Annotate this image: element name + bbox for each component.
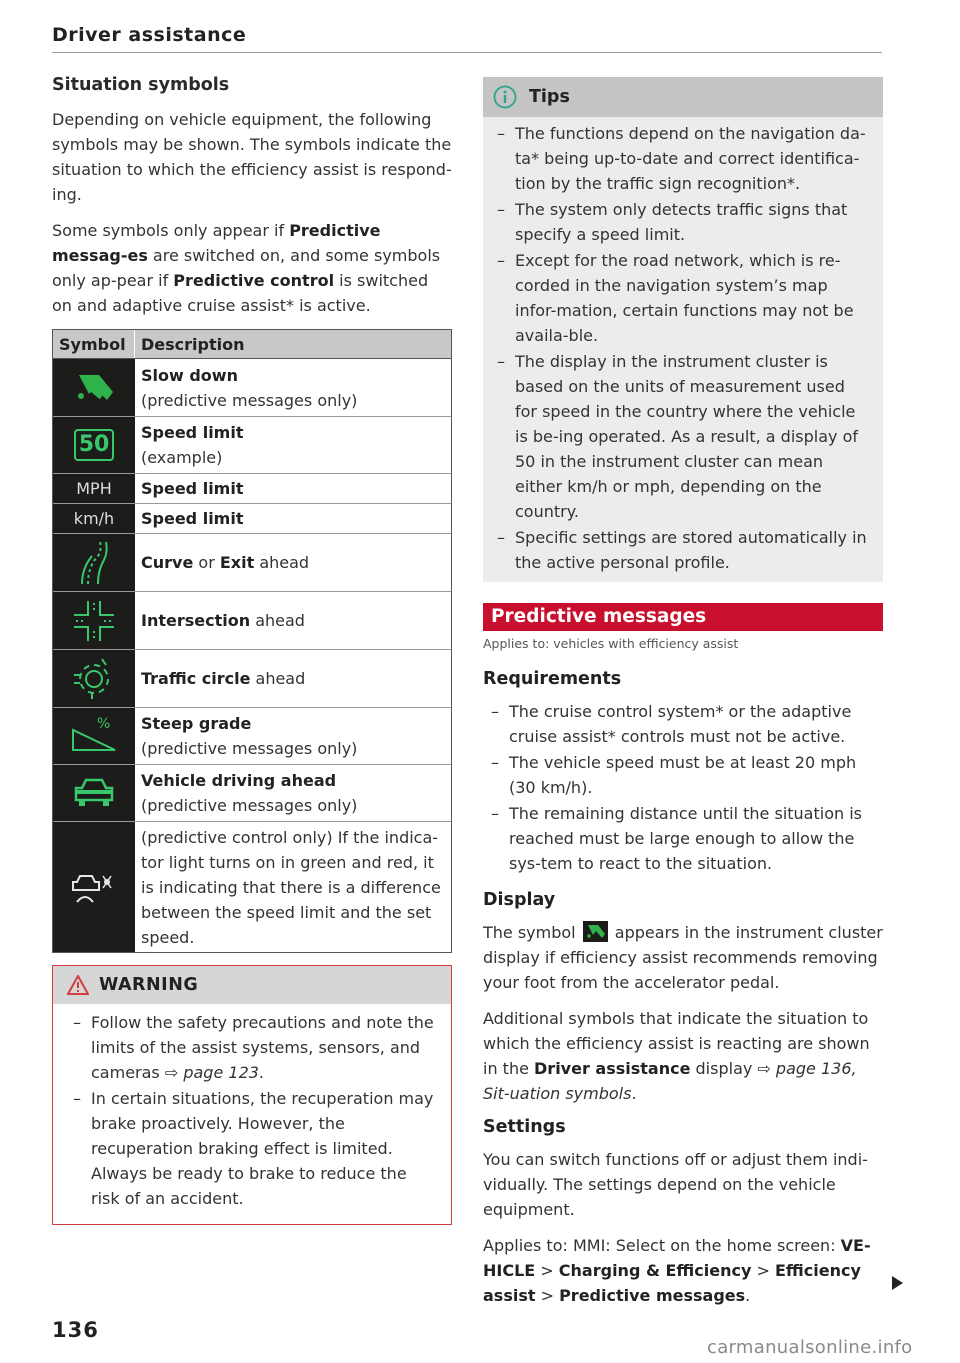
- vehicle-ahead-icon: [53, 765, 135, 821]
- symbol-table: [52, 329, 452, 953]
- row-title: Traffic circle: [141, 669, 251, 688]
- list-item: – The functions depend on the navigation da-ta* being up-to-date and correct identifica-tion by the traffic sign recognition*.: [489, 121, 871, 196]
- row-title: Curve: [141, 553, 194, 572]
- column-header-symbol: Symbol: [53, 330, 135, 358]
- table-row: [53, 474, 451, 504]
- display-paragraph-2: Additional symbols that indicate the situation to which the efficiency assist is reacting are shown in the Driver assistance display ⇨ page 136, Sit-uation symbols.: [483, 1009, 870, 1103]
- list-item: – The vehicle speed must be at least 20 mph (30 km/h).: [483, 750, 883, 800]
- table-row: Traffic circle ahead: [53, 650, 451, 708]
- list-item: – The display in the instrument cluster is based on the units of measurement used for speed in the country where the vehicle is be-ing operated. As a result, a display of 50 in the instrument cluster can mean either km/h or mph, depending on the country.: [489, 349, 871, 524]
- tips-box: [483, 77, 883, 582]
- tips-header: [483, 77, 883, 117]
- table-row: [53, 359, 451, 417]
- table-row: [53, 504, 451, 534]
- warning-list: [65, 1010, 439, 1211]
- row-note: (example): [141, 448, 223, 467]
- row-title: Vehicle driving ahead: [141, 771, 337, 790]
- page-number: 136: [52, 1318, 99, 1342]
- table-row: [53, 822, 451, 952]
- row-title: Speed limit: [141, 423, 244, 442]
- settings-paragraph-2: Applies to: MMI: Select on the home screen: VE-HICLE > Charging & Efficiency > Efficiency assist > Predictive messages.: [483, 1236, 871, 1305]
- list-item: – Specific settings are stored automatically in the active personal profile.: [489, 525, 871, 575]
- row-title: Slow down: [141, 365, 238, 385]
- warning-triangle-icon: [67, 975, 89, 995]
- settings-heading: Settings: [483, 1117, 566, 1137]
- table-row: [53, 708, 451, 765]
- table-row: Curve or Exit ahead: [53, 534, 451, 592]
- tips-list: [489, 121, 871, 575]
- curve-exit-icon: [53, 534, 135, 591]
- table-row: [53, 417, 451, 474]
- warning-title: WARNING: [99, 975, 199, 995]
- symbol-table-header: [53, 330, 451, 359]
- row-title: Speed limit: [141, 479, 244, 498]
- traffic-circle-icon: [53, 650, 135, 707]
- list-item: – In certain situations, the recuperation may brake proactively. However, the recuperation braking effect is limited. Always be ready to brake to reduce the risk of an accident.: [65, 1086, 439, 1211]
- row-note: (predictive messages only): [141, 796, 358, 815]
- row-note: (predictive messages only): [141, 739, 358, 758]
- slow-down-icon: [583, 921, 608, 942]
- applies-to-note: Applies to: vehicles with efficiency assist: [483, 636, 739, 651]
- situation-symbols-heading: Situation symbols: [52, 75, 230, 95]
- warning-box: [52, 965, 452, 1225]
- page-reference-link[interactable]: ⇨ page 123: [164, 1063, 259, 1082]
- settings-paragraph-1: You can switch functions off or adjust them indi-vidually. The settings depend on the vehicle equipment.: [483, 1150, 868, 1219]
- list-item: – Follow the safety precautions and note the limits of the assist systems, sensors, and cameras ⇨ page 123.: [65, 1010, 439, 1085]
- speed-limit-50-icon: 50: [53, 417, 135, 473]
- section-title: Predictive messages: [483, 603, 883, 631]
- row-note: (predictive messages only): [141, 390, 358, 410]
- slow-down-icon: [53, 359, 135, 416]
- requirements-heading: Requirements: [483, 669, 622, 689]
- list-item: – The cruise control system* or the adaptive cruise assist* controls must not be active.: [483, 699, 883, 749]
- intersection-icon: [53, 592, 135, 649]
- page-reference-link[interactable]: ⇨ page 136, Sit-uation symbols: [483, 1059, 857, 1103]
- page-header: Driver assistance: [52, 24, 247, 46]
- row-title: Intersection: [141, 611, 251, 630]
- row-title: Steep grade: [141, 714, 252, 733]
- requirements-list: [483, 699, 883, 876]
- display-heading: Display: [483, 890, 556, 910]
- tips-title: Tips: [529, 87, 570, 107]
- table-row: Intersection ahead: [53, 592, 451, 650]
- mph-icon: MPH: [53, 474, 135, 503]
- intro-paragraph-2: Some symbols only appear if Predictive messag-es are switched on, and some symbols only ap-pear if Predictive control is switched on and adaptive cruise assist* is active.: [52, 221, 441, 315]
- table-row: [53, 765, 451, 822]
- right-column: [483, 77, 883, 1319]
- info-icon: [493, 85, 517, 109]
- warning-header: [53, 966, 451, 1004]
- list-item: – Except for the road network, which is re-corded in the navigation system’s map infor-mation, certain functions may not be availa-ble.: [489, 248, 871, 348]
- kmh-icon: km/h: [53, 504, 135, 533]
- list-item: – The remaining distance until the situation is reached must be large enough to allow the sys-tem to react to the situation.: [483, 801, 883, 876]
- row-title: Speed limit: [141, 509, 244, 528]
- steep-grade-icon: %: [53, 708, 135, 764]
- header-rule: [52, 52, 882, 53]
- intro-paragraph-1: Depending on vehicle equipment, the following symbols may be shown. The symbols indicate the situation to which the efficiency assist is respond-ing.: [52, 110, 452, 204]
- watermark: carmanualsonline.info: [707, 1337, 913, 1358]
- row-note: (predictive control only) If the indica-tor light turns on in green and red, it is indicating that there is a difference between the speed limit and the set speed.: [141, 827, 441, 947]
- continue-arrow-icon: [892, 1276, 903, 1290]
- list-item: – The system only detects traffic signs that specify a speed limit.: [489, 197, 871, 247]
- column-header-description: Description: [141, 335, 245, 354]
- display-paragraph-1: The symbol appears in the instrument cluster display if efficiency assist recommends removing your foot from the accelerator pedal.: [483, 923, 883, 992]
- predictive-control-icon: [53, 822, 135, 952]
- left-column: [52, 75, 452, 1225]
